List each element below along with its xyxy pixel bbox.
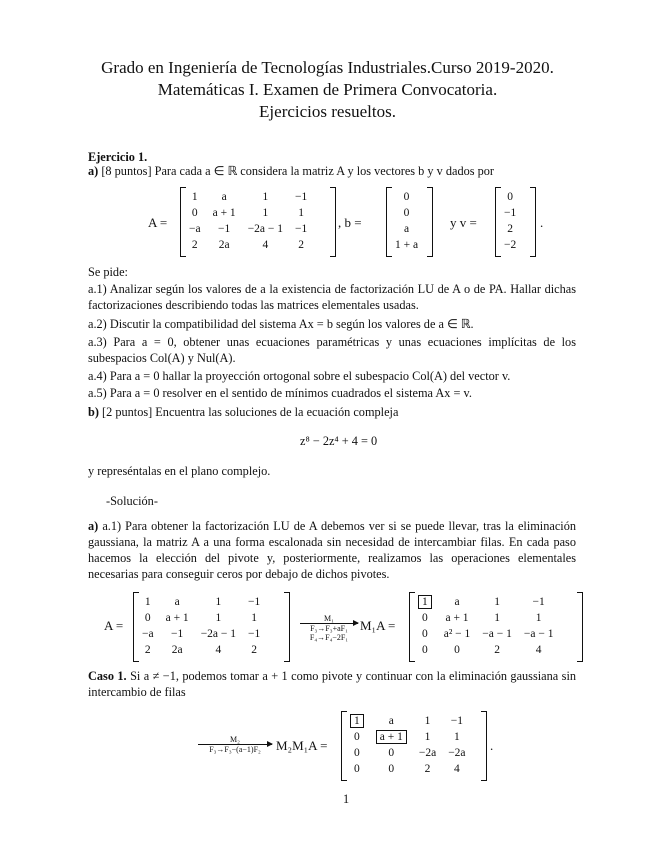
matrix-cell: a² − 1: [443, 628, 471, 640]
bracket-right: [481, 711, 487, 781]
vector-b-label: , b =: [338, 215, 362, 230]
matrix-cell: a + 1: [165, 612, 189, 624]
matrix-cell: 2: [424, 763, 431, 775]
matrix-cell: 0: [354, 731, 360, 743]
matrix-cell: −a: [189, 223, 201, 235]
matrix-cell: 1: [424, 731, 431, 743]
period: .: [490, 738, 494, 753]
step2-result-label: M₂M₁A =: [276, 738, 328, 753]
matrix-cell: −2a: [418, 747, 437, 759]
period: .: [540, 215, 544, 230]
matrix-cell: 4: [215, 644, 222, 656]
item-a4: a.4) Para a = 0 hallar la proyección ortogonal sobre el subespacio Col(A) del vector v.: [88, 369, 511, 383]
matrix-cell: 4: [262, 239, 269, 251]
step2-result-matrix: [344, 713, 472, 777]
matrix-cell: 1: [215, 596, 222, 608]
matrix-cell: 0: [454, 644, 460, 656]
matrix-cell: 0: [507, 191, 513, 203]
exercise-title: Ejercicio 1.: [88, 150, 148, 164]
matrix-cell: 1: [535, 612, 542, 624]
matrix-cell: 1: [262, 207, 269, 219]
matrix-cell: −1: [218, 223, 231, 235]
step1-matrix-a: [136, 594, 266, 658]
solution-heading: -Solución-: [106, 494, 158, 508]
item-b-after: y represéntalas en el plano complejo.: [88, 464, 271, 478]
matrix-cell: 1: [494, 596, 500, 608]
matrix-cell: −1: [450, 715, 463, 727]
matrix-cell: 1: [298, 207, 305, 219]
matrix-cell: −a − 1: [482, 628, 512, 640]
matrix-cell: 2a: [218, 239, 230, 251]
matrix-cell: 0: [403, 207, 410, 219]
matrix-cell: 0: [354, 747, 360, 759]
step2-arrow: M₂ F₃→F₃−(a−1)F₂: [198, 735, 272, 754]
matrix-cell: 4: [535, 644, 542, 656]
matrix-cell: 0: [403, 191, 410, 203]
matrix-cell: 0: [191, 207, 198, 219]
matrix-cell: 2: [191, 239, 198, 251]
matrix-cell: −2: [504, 239, 517, 251]
header-line-1: Grado en Ingeniería de Tecnologías Industriales.Curso 2019-2020.: [101, 58, 554, 77]
vector-b: [389, 189, 424, 253]
step1-result-matrix: [412, 594, 559, 658]
matrix-cell: −a: [142, 628, 154, 640]
step1-result-label: M₁A =: [360, 618, 396, 633]
matrix-cell: a: [221, 191, 227, 203]
page-number: 1: [343, 792, 350, 806]
matrix-cell: a + 1: [212, 207, 236, 219]
matrix-cell: 0: [422, 628, 428, 640]
matrix-cell: −2a − 1: [200, 628, 237, 640]
item-b: b) [2 puntos] Encuentra las soluciones de la ecuación compleja: [88, 405, 399, 419]
matrix-cell: −2a − 1: [247, 223, 284, 235]
matrix-cell: −1: [295, 191, 308, 203]
matrix-cell: −1: [248, 628, 261, 640]
matrix-cell: a + 1: [445, 612, 469, 624]
bracket-right: [577, 592, 583, 662]
matrix-cell: 1 + a: [395, 239, 419, 251]
vector-v: [498, 189, 522, 253]
matrix-cell: 1: [251, 612, 258, 624]
matrix-cell: −1: [171, 628, 184, 640]
matrix-cell: 1: [494, 612, 500, 624]
matrix-cell: a: [403, 223, 410, 235]
matrix-cell: 1: [344, 713, 370, 729]
item-a3: a.3) Para a = 0, obtener unas ecuaciones paramétricas y unas ecuaciones implícitas de los subespacios Col(A) y Nul(A).: [88, 335, 576, 365]
matrix-cell: 1: [215, 612, 222, 624]
exercise-a-intro: a) [8 puntos] Para cada a ∈ ℝ considera la matriz A y los vectores b y v dados por: [88, 164, 494, 178]
caso-1: Caso 1. Si a ≠ −1, podemos tomar a + 1 como pivote y continuar con la eliminación gaussiana sin intercambio de filas: [88, 669, 577, 699]
matrix-cell: 0: [388, 747, 395, 759]
matrix-cell: −a − 1: [523, 628, 554, 640]
solution-paragraph: a) a.1) Para obtener la factorización LU de A debemos ver si se puede llevar, tras la eliminación gaussiana, la matriz A a una forma escalonada sin necesidad de intercambiar filas. En cada paso hacemos la elección del pivote y, posteriormente, realizamos las operaciones elementales necesarias para conseguir ceros por debajo de dichos pivotes.: [88, 519, 576, 581]
bracket-right: [330, 187, 336, 257]
complex-equation: z⁸ − 2z⁴ + 4 = 0: [300, 434, 378, 448]
matrix-cell: 1: [191, 191, 198, 203]
matrix-cell: 0: [144, 612, 151, 624]
matrix-cell: 0: [422, 612, 428, 624]
matrix-cell: 1: [412, 594, 438, 610]
matrix-cell: 1: [424, 715, 431, 727]
matrix-a-label: A =: [148, 215, 168, 230]
matrix-cell: 1: [262, 191, 269, 203]
matrix-cell: 0: [354, 763, 360, 775]
header-line-2: Matemáticas I. Examen de Primera Convocatoria.: [157, 80, 498, 99]
matrix-cell: −1: [295, 223, 308, 235]
item-a1: a.1) Analizar según los valores de a la existencia de factorización LU de A o de PA. Hallar dichas factorizaciones describiendo todas las matrices elementales usadas.: [88, 282, 576, 312]
matrix-cell: 2: [144, 644, 151, 656]
vector-v-label: y v =: [450, 215, 477, 230]
matrix-cell: 0: [422, 644, 428, 656]
matrix-a: [183, 189, 313, 253]
item-a2: a.2) Discutir la compatibilidad del sistema Ax = b según los valores de a ∈ ℝ.: [88, 317, 474, 331]
matrix-cell: a + 1: [370, 729, 413, 745]
matrix-cell: a: [174, 596, 180, 608]
matrix-cell: 1: [453, 731, 460, 743]
matrix-cell: a: [454, 596, 460, 608]
matrix-cell: 4: [453, 763, 460, 775]
item-a5: a.5) Para a = 0 resolver en el sentido de mínimos cuadrados el sistema Ax = v.: [88, 386, 472, 400]
matrix-cell: −2a: [448, 747, 466, 759]
step1-a-label: A =: [104, 618, 124, 633]
matrix-cell: 2: [494, 644, 500, 656]
bracket-right: [284, 592, 290, 662]
step1-arrow: M₁ F₃→F₃+aF₁ F₄→F₄−2F₁: [300, 614, 358, 642]
bracket-right: [530, 187, 536, 257]
matrix-cell: −1: [504, 207, 517, 219]
matrix-cell: −1: [532, 596, 545, 608]
matrix-cell: 2: [298, 239, 305, 251]
matrix-cell: 1: [144, 596, 151, 608]
matrix-cell: 2: [251, 644, 258, 656]
matrix-cell: 0: [388, 763, 395, 775]
se-pide: Se pide:: [88, 265, 128, 279]
header-line-3: Ejercicios resueltos.: [259, 102, 396, 121]
bracket-right: [427, 187, 433, 257]
matrix-cell: 2a: [171, 644, 183, 656]
matrix-cell: a: [388, 715, 394, 727]
matrix-cell: −1: [248, 596, 261, 608]
matrix-cell: 2: [507, 223, 513, 235]
